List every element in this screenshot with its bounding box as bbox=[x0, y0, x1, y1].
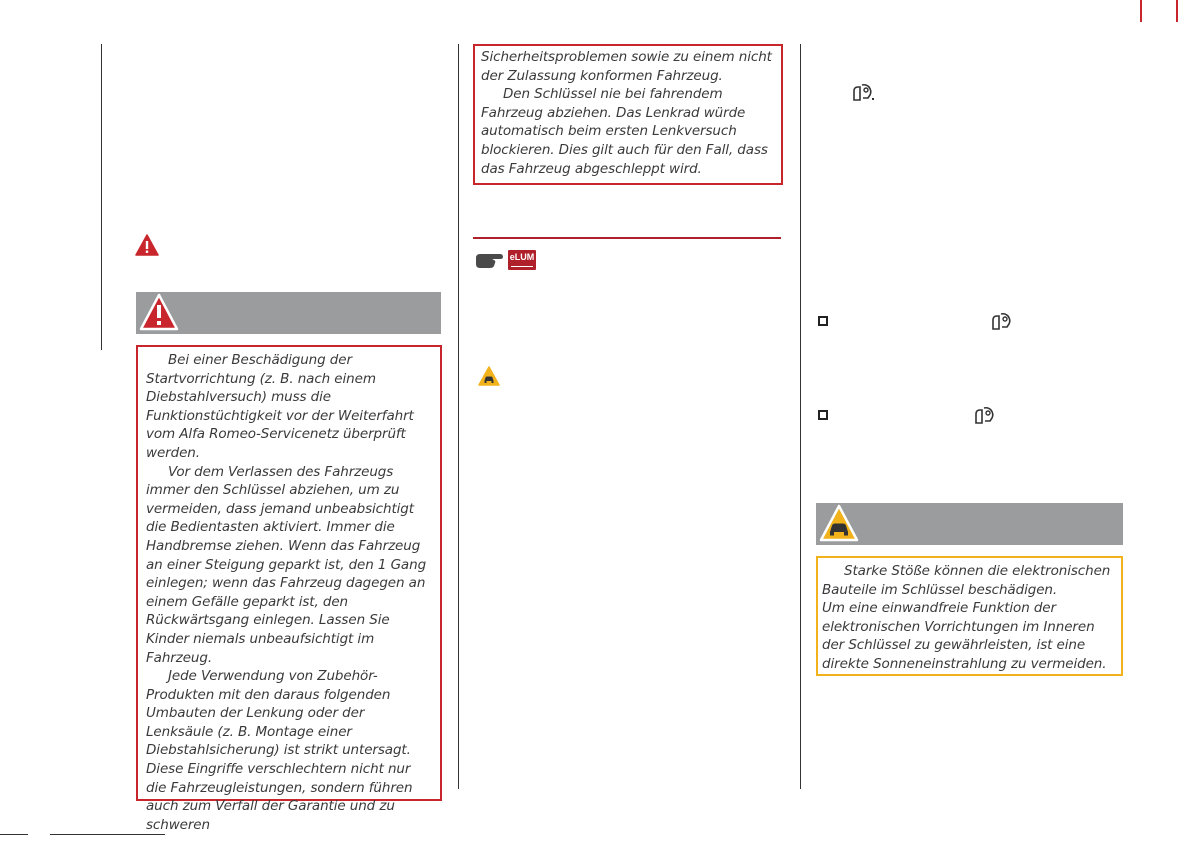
elum-label: eLUM bbox=[509, 252, 535, 262]
caution-box-right bbox=[816, 556, 1123, 676]
pointing-hand-icon bbox=[474, 251, 508, 269]
column-rule-middle bbox=[458, 44, 459, 789]
checkbox-icon bbox=[818, 316, 828, 326]
elum-badge bbox=[508, 250, 536, 270]
corner-mark bbox=[1140, 0, 1142, 22]
key-fob-icon bbox=[973, 405, 997, 425]
section-rule bbox=[473, 237, 781, 239]
caution-banner bbox=[816, 503, 1123, 545]
corner-mark bbox=[1176, 0, 1178, 22]
warning-paragraph: Sicherheitsproblemen sowie zu einem nicht der Zulassung konformen Fahrzeug. bbox=[481, 49, 772, 84]
warning-banner bbox=[136, 292, 441, 334]
warning-paragraph: Vor dem Verlassen des Fahrzeugs immer den Schlüssel abziehen, um zu vermeiden, dass jemand unbeabsichtigt die Bedientasten aktiviert. Immer die Handbremse ziehen. Wenn das Fahrzeug an einer Steigung geparkt ist, den 1 Gang einlegen; wenn das Fahrzeug dagegen an einem Gefälle geparkt ist, den Rückwärtsgang einlegen. Lassen Sie Kinder niemals unbeaufsichtigt im Fahrzeug. bbox=[146, 463, 427, 666]
warning-paragraph: Bei einer Beschädigung der Startvorrichtung (z. B. nach einem Diebstahlversuch) muss die Funktionstüchtigkeit vor der Weiterfahrt vom Alfa Romeo-Servicenetz überprüft werden. bbox=[146, 352, 414, 461]
warning-paragraph: Den Schlüssel nie bei fahrendem Fahrzeug abziehen. Das Lenkrad würde automatisch beim ersten Lenkversuch blockieren. Dies gilt auch für den Fall, dass das Fahrzeug abgeschleppt wird. bbox=[481, 86, 768, 177]
bottom-rule bbox=[0, 834, 28, 835]
warning-triangle-icon bbox=[138, 292, 180, 332]
warning-box-left bbox=[136, 345, 442, 833]
checkbox-icon bbox=[818, 410, 828, 420]
column-rule-right bbox=[800, 44, 801, 789]
caution-paragraph: Starke Stöße können die elektronischen Bauteile im Schlüssel beschädigen. bbox=[822, 563, 1111, 598]
key-fob-icon bbox=[990, 311, 1014, 331]
caution-car-icon bbox=[478, 366, 500, 386]
caution-paragraph: Um eine einwandfreie Funktion der elektronischen Vorrichtungen im Inneren der Schlüssel zu gewährleisten, ist eine direkte Sonneneinstrahlung zu vermeiden. bbox=[822, 600, 1107, 672]
column-rule-left bbox=[101, 44, 102, 350]
caution-car-icon bbox=[818, 503, 860, 543]
key-fob-icon bbox=[851, 82, 875, 102]
warning-triangle-icon bbox=[135, 234, 159, 256]
elum-underline bbox=[511, 266, 533, 267]
warning-box-middle bbox=[473, 44, 783, 185]
warning-paragraph: Jede Verwendung von Zubehör-Produkten mit den daraus folgenden Umbauten der Lenkung oder der Lenksäule (z. B. Montage einer Diebstahlsicherung) ist strikt untersagt. Diese Eingriffe verschlechtern nicht nur die Fahrzeugleistungen, sondern führen auch zum Verfall der Garantie und zu schweren bbox=[146, 668, 413, 833]
